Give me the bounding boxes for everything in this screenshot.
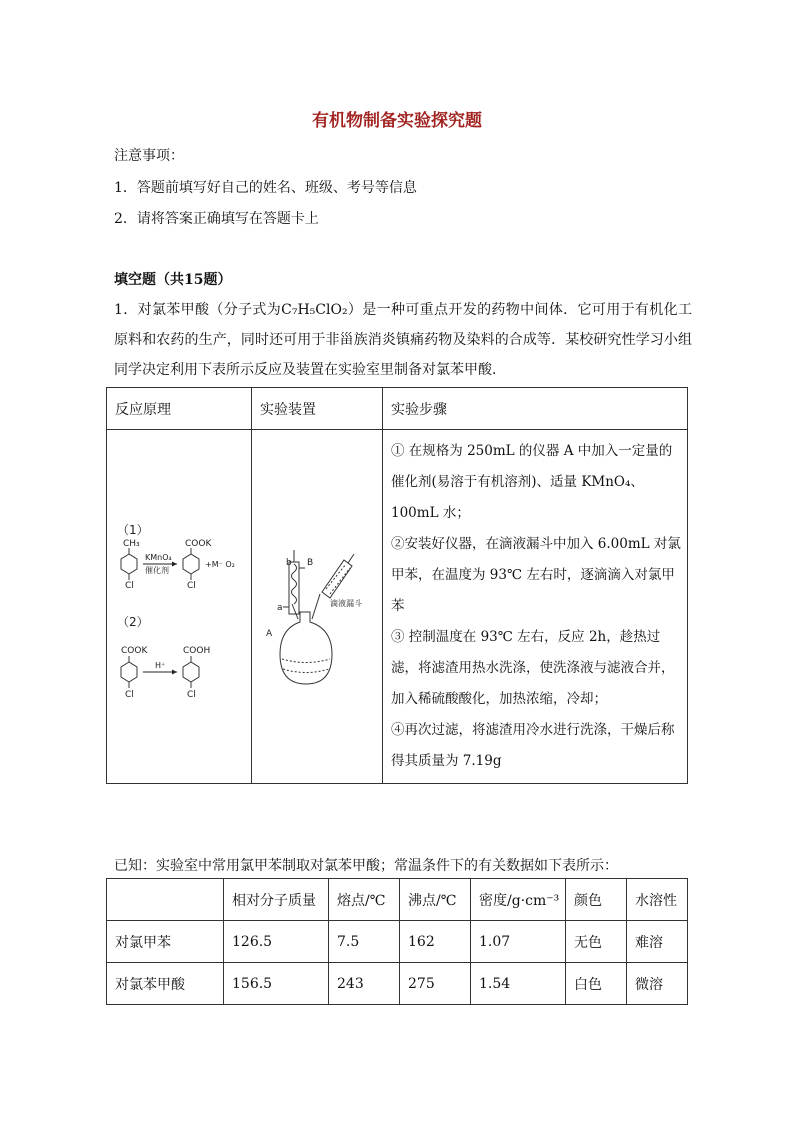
reagent-label: KMnO₄ [145, 552, 172, 562]
ch3-label: CH₃ [123, 538, 140, 549]
data-header-density: 密度/g·cm⁻³ [471, 879, 566, 921]
benzoate-ring-2 [121, 656, 137, 688]
intro-rest: ）是一种可重点开发的药物中间体．它可用于有机化工原料和农药的生产，同时还可用于非甾族消炎镇痛药物及染料的合成等．某校研究性学习小组同学决定利用下表所示反应及装置在实验室里制备对氯苯甲酸． [114, 302, 692, 378]
table-row [107, 963, 688, 1005]
known-text: 已知：实验室中常用氯甲苯制取对氯苯甲酸；常温条件下的有关数据如下表所示： [114, 858, 618, 874]
apparatus-cell [252, 430, 383, 784]
dropping-funnel [322, 554, 354, 598]
row1-density: 1.07 [471, 921, 566, 963]
question-intro [114, 295, 692, 385]
intro-formula: C₇H₅ClO₂ [281, 302, 348, 318]
intro-lead: 1．对氯苯甲酸（分子式为 [114, 302, 282, 318]
steps-cell [383, 430, 688, 784]
row1-bp: 162 [400, 921, 471, 963]
data-header-bp: 沸点/℃ [400, 879, 471, 921]
row1-mp: 7.5 [329, 921, 400, 963]
step-3: ③ 控制温度在 93℃ 左右，反应 2h，趁热过滤，将滤渣用热水洗涤，使洗涤液与滤液合并，加入稀硫酸酸化，加热浓缩，冷却； [391, 629, 675, 707]
step-4: ④再次过滤，将滤渣用冷水进行洗涤，干燥后称得其质量为 7.19g [391, 722, 675, 769]
data-header-color: 颜色 [566, 879, 627, 921]
experiment-table [106, 387, 688, 784]
cl-label-4: Cl [187, 689, 196, 700]
row1-name: 对氯甲苯 [107, 921, 224, 963]
notice-heading: 注意事项： [114, 148, 184, 164]
data-table [106, 878, 688, 1005]
label-B: B [307, 557, 314, 568]
cl-label-2: Cl [187, 580, 196, 591]
row2-mass: 156.5 [224, 963, 329, 1005]
data-header-mass: 相对分子质量 [224, 879, 329, 921]
cooh-label: COOH [183, 645, 211, 656]
label-a: a [277, 602, 283, 613]
row2-mp: 243 [329, 963, 400, 1005]
row2-color: 白色 [566, 963, 627, 1005]
label-A: A [266, 628, 273, 639]
apparatus-diagram [252, 444, 382, 766]
reaction-2-label: （2） [117, 614, 149, 629]
row2-bp: 275 [400, 963, 471, 1005]
acid-label: H⁺ [155, 660, 166, 670]
header-steps: 实验步骤 [383, 388, 688, 430]
row1-color: 无色 [566, 921, 627, 963]
row1-solubility: 难溶 [627, 921, 688, 963]
cook-label-1: COOK [185, 538, 212, 549]
reaction-cell [107, 430, 252, 784]
section-heading: 填空题（共15题） [114, 272, 232, 288]
acid-ring [183, 656, 199, 688]
row2-density: 1.54 [471, 963, 566, 1005]
step-2: ②安装好仪器，在滴液漏斗中加入 6.00mL 对氯甲苯，在温度为 93℃ 左右时，逐滴滴入对氯甲苯 [391, 536, 681, 614]
notice-item-2: 2．请将答案正确填写在答题卡上 [114, 211, 319, 227]
data-header-blank [107, 879, 224, 921]
chlorotoluene-ring [121, 548, 137, 580]
row1-mass: 126.5 [224, 921, 329, 963]
header-apparatus: 实验装置 [252, 388, 383, 430]
data-header-solubility: 水溶性 [627, 879, 688, 921]
row2-name: 对氯苯甲酸 [107, 963, 224, 1005]
funnel-label: 滴液漏斗 [330, 598, 362, 608]
data-header-mp: 熔点/℃ [329, 879, 400, 921]
reaction-1-label: （1） [117, 522, 149, 537]
arrow-1-head [172, 561, 177, 566]
byproduct-label: +M⁻ O₂ [205, 559, 235, 569]
reaction-scheme [107, 444, 251, 766]
benzoate-ring-1 [183, 548, 199, 580]
arrow-2-head [172, 669, 177, 674]
catalyst-label: 催化剂 [145, 565, 169, 575]
cl-label-3: Cl [125, 689, 134, 700]
table-row [107, 921, 688, 963]
step-1: ① 在规格为 250mL 的仪器 A 中加入一定量的催化剂(易溶于有机溶剂)、适量 KMnO₄、100mL 水； [391, 443, 673, 521]
cook-label-2: COOK [121, 645, 148, 656]
label-b: b [286, 557, 292, 568]
notice-item-1: 1．答题前填写好自己的姓名、班级、考号等信息 [114, 180, 417, 196]
page-title: 有机物制备实验探究题 [312, 111, 482, 131]
cl-label-1: Cl [125, 580, 134, 591]
header-principle: 反应原理 [107, 388, 252, 430]
row2-solubility: 微溶 [627, 963, 688, 1005]
